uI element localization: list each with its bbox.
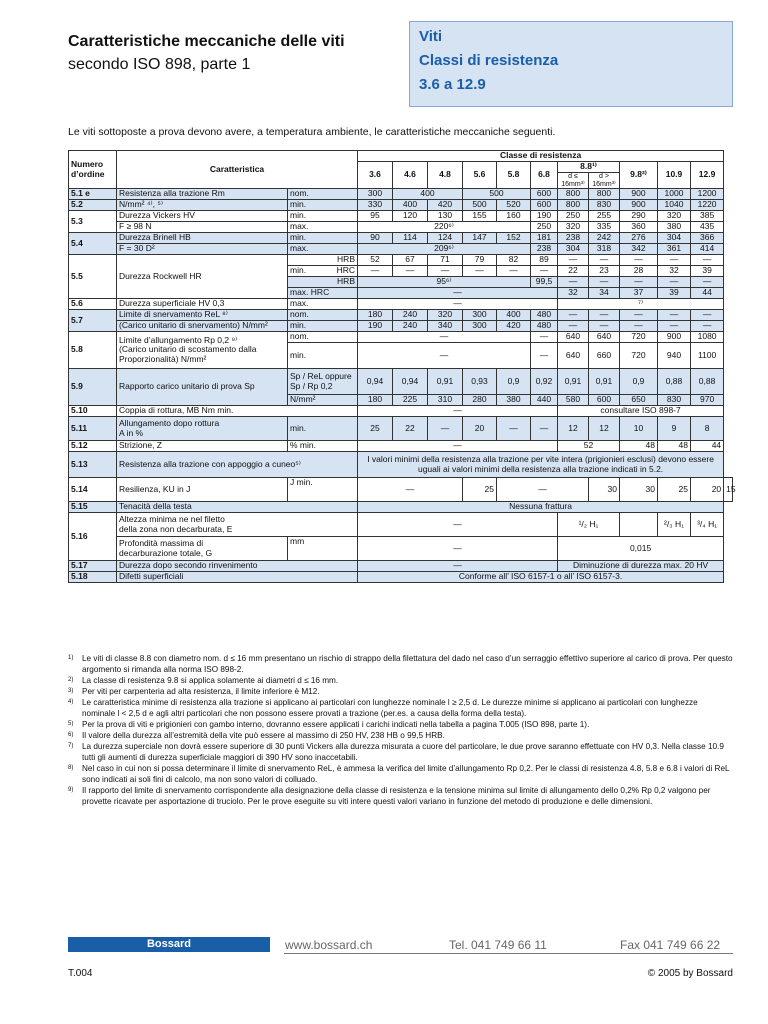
row-unit: nom.	[288, 332, 358, 343]
table-cell: 400	[497, 310, 531, 321]
table-cell: 32	[658, 266, 691, 277]
row-characteristic: Allungamento dopo rottura A in %	[117, 417, 288, 441]
footnote: 3) Per viti per carpenteria ad alta resistenza, il limite inferiore è M12.	[68, 687, 320, 696]
row-number: 5.9	[69, 369, 117, 406]
row-number: 5.12	[69, 441, 117, 452]
row-unit: min.	[288, 211, 358, 222]
table-cell: —	[691, 255, 724, 266]
table-cell: 22	[393, 417, 428, 441]
row-unit: max.	[288, 299, 358, 310]
table-cell: 366	[691, 233, 724, 244]
row-number: 5.7	[69, 310, 117, 332]
table-cell: 310	[428, 395, 463, 406]
row-number: 5.11	[69, 417, 117, 441]
row-characteristic: Resilienza, KU in J	[117, 478, 288, 502]
table-cell: —	[358, 266, 393, 277]
row-unit: N/mm²	[288, 395, 358, 406]
row-unit: HRB	[288, 255, 358, 266]
table-cell: 970	[691, 395, 724, 406]
row-characteristic: Durezza dopo secondo rinvenimento	[117, 561, 358, 572]
class-cell: 9.8²⁾	[620, 162, 658, 189]
table-cell: 190	[531, 211, 558, 222]
table-cell: 304	[658, 233, 691, 244]
row-number: 5.1 e	[69, 189, 117, 200]
table-cell: 290	[620, 211, 658, 222]
table-cell: 152	[497, 233, 531, 244]
table-cell: ¹/₂ H₁	[558, 513, 620, 537]
table-cell: 238	[558, 233, 589, 244]
table-cell: 900	[620, 200, 658, 211]
table-cell: 940	[658, 343, 691, 369]
category-line-3: 3.6 a 12.9	[419, 76, 486, 93]
table-cell: 180	[358, 395, 393, 406]
table-cell: 20	[463, 417, 497, 441]
row-number: 5.13	[69, 452, 117, 478]
header-number: Numero d’ordine	[69, 151, 117, 189]
table-cell: —	[358, 537, 558, 561]
footnotes	[68, 653, 733, 807]
table-cell: —	[658, 255, 691, 266]
table-cell: 0,91	[558, 369, 589, 395]
table-cell: —	[497, 417, 531, 441]
table-cell: 600	[589, 395, 620, 406]
row-number: 5.5	[69, 255, 117, 299]
row-unit: min.	[288, 321, 358, 332]
class-cell: 6.8	[531, 162, 558, 189]
row-unit: HRB	[288, 277, 358, 288]
table-cell: 342	[620, 244, 658, 255]
class-cell: 4.8	[428, 162, 463, 189]
table-cell: 1100	[691, 343, 724, 369]
class-cell: 4.6	[393, 162, 428, 189]
table-cell: 238	[531, 244, 558, 255]
header-class: Classe di resistenza	[358, 151, 724, 162]
footnote: 2) La classe di resistenza 9.8 si applica solamente ai diametri d ≤ 16 mm.	[68, 676, 339, 685]
table-cell: 360	[620, 222, 658, 233]
row-unit: min. HRC	[288, 266, 358, 277]
table-cell: —	[463, 266, 497, 277]
table-cell: 114	[393, 233, 428, 244]
row-unit: J min.	[288, 478, 358, 502]
table-cell: 600	[531, 200, 558, 211]
table-cell: 480	[531, 310, 558, 321]
table-cell: 480	[531, 321, 558, 332]
row-number: 5.4	[69, 233, 117, 255]
table-cell: 0,91	[589, 369, 620, 395]
row-unit: max. HRC	[288, 288, 358, 299]
footnote: 5) Per la prova di viti e prigionieri con gambo interno, dovranno essere applicati i carichi indicati nella tabella a pagina T.005 (ISO 898, parte 1).	[68, 720, 590, 729]
table-cell: —	[589, 321, 620, 332]
row-characteristic: Rapporto carico unitario di prova Sp	[117, 369, 288, 406]
table-cell: —	[358, 332, 531, 343]
page-subtitle: secondo ISO 898, parte 1	[68, 56, 251, 73]
table-cell: —	[358, 478, 463, 502]
table-cell: 600	[531, 189, 558, 200]
table-cell: 720	[620, 332, 658, 343]
table-cell: 71	[428, 255, 463, 266]
table-cell: 318	[589, 244, 620, 255]
table-cell: 48	[620, 441, 658, 452]
table-cell: 0,015	[558, 537, 724, 561]
category-box	[409, 21, 733, 107]
intro-text: Le viti sottoposte a prova devono avere, a temperatura ambiente, le caratteristiche meccaniche seguenti.	[68, 126, 556, 138]
table-cell: ²/₃ H₁	[658, 513, 691, 537]
row-unit: Sp / ReL oppure Sp / Rp 0,2	[288, 369, 358, 395]
row-characteristic: Resistenza alla trazione Rm	[117, 189, 288, 200]
table-cell: 440	[531, 395, 558, 406]
row-unit: min.	[288, 417, 358, 441]
table-cell: —	[358, 343, 531, 369]
table-cell: 44	[691, 441, 724, 452]
footer-divider	[284, 953, 733, 954]
brand-logo: Bossard	[68, 937, 270, 952]
table-cell: 25	[463, 478, 497, 502]
row-unit: nom.	[288, 189, 358, 200]
table-cell: consultare ISO 898-7	[558, 406, 724, 417]
table-cell: —	[691, 277, 724, 288]
table-cell: —	[358, 288, 558, 299]
table-cell: 32	[558, 288, 589, 299]
table-cell: 304	[558, 244, 589, 255]
table-cell: 300	[463, 310, 497, 321]
table-cell: —	[620, 255, 658, 266]
table-cell: 10	[620, 417, 658, 441]
table-cell: 79	[463, 255, 497, 266]
footer-website-link[interactable]: www.bossard.ch	[285, 938, 373, 952]
class-cell: 5.8	[497, 162, 531, 189]
table-cell: 800	[589, 189, 620, 200]
row-unit: % min.	[288, 441, 358, 452]
table-cell: 320	[658, 211, 691, 222]
row-characteristic: F = 30 D²	[117, 244, 288, 255]
table-cell: 90	[358, 233, 393, 244]
table-cell: 280	[463, 395, 497, 406]
table-cell: 380	[497, 395, 531, 406]
table-cell: 95⁶⁾	[358, 277, 531, 288]
table-cell: 12	[558, 417, 589, 441]
table-cell: —	[620, 321, 658, 332]
table-cell: 1200	[691, 189, 724, 200]
table-cell: 89	[531, 255, 558, 266]
table-cell: 361	[658, 244, 691, 255]
table-cell: 400	[393, 200, 428, 211]
table-cell: 180	[358, 310, 393, 321]
table-cell: —	[658, 321, 691, 332]
table-cell: —	[531, 417, 558, 441]
table-cell: 580	[558, 395, 589, 406]
table-cell: —	[589, 277, 620, 288]
row-unit: nom.	[288, 310, 358, 321]
table-cell: 900	[620, 189, 658, 200]
table-cell: 209⁶⁾	[358, 244, 531, 255]
table-cell: 25	[358, 417, 393, 441]
table-cell: 0,94	[358, 369, 393, 395]
footnote: 9) Il rapporto del limite di snervamento corrispondente alla designazione della classe di resistenza e la tensione minima sul limite di allungamento dello 0,2% Rp 0,2 valgono per provette ricavate per asportazione di truciolo. Per le prove eseguite su viti intere questi valori variano in funzione del metodo di produzione e delle dimensioni.	[68, 786, 711, 806]
row-characteristic: Profondità massima di decarburazione totale, G	[117, 537, 288, 561]
footnote: 4) Le caratteristica minime di resistenza alla trazione si applicano ai particolari con lunghezze nominale l ≥ 2,5 d. Le durezze minime si applicano ai particolari con lunghezze nominale l < 2,5 d e agli altri particolari che non possono essere provati a trazione (per.es. a causa della forma della testa).	[68, 698, 698, 718]
row-number: 5.8	[69, 332, 117, 369]
table-cell: 0,9	[620, 369, 658, 395]
class-sub-cell: d > 16mm³⁾	[589, 173, 620, 189]
table-cell: —	[691, 321, 724, 332]
table-cell: —	[428, 417, 463, 441]
row-number: 5.15	[69, 502, 117, 513]
table-cell: —	[620, 277, 658, 288]
footnote: 1) Le viti di classe 8.8 con diametro nom. d ≤ 16 mm presentano un rischio di strappo della filettatura del dado nel caso d’un serraggio effettivo superiore al carico di prova. Per questo argomento si rimanda alla norma ISO 898-2.	[68, 654, 733, 674]
table-cell: 160	[497, 211, 531, 222]
row-characteristic: Resistenza alla trazione con appoggio a cuneo⁵⁾	[117, 452, 358, 478]
table-cell: —	[531, 266, 558, 277]
table-cell: —	[558, 277, 589, 288]
table-cell: —	[428, 266, 463, 277]
table-cell: 37	[620, 288, 658, 299]
table-cell: 520	[497, 200, 531, 211]
table-cell: —	[393, 266, 428, 277]
table-cell: —	[558, 310, 589, 321]
table-cell: 15	[724, 478, 733, 502]
footer-fax: Fax 041 749 66 22	[620, 938, 721, 952]
table-cell: 420	[428, 200, 463, 211]
table-cell: —	[620, 310, 658, 321]
table-cell: 640	[558, 332, 589, 343]
table-cell: 155	[463, 211, 497, 222]
table-cell: 1000	[658, 189, 691, 200]
table-cell: 250	[531, 222, 558, 233]
table-cell: 0,88	[691, 369, 724, 395]
table-cell: 147	[463, 233, 497, 244]
row-number: 5.16	[69, 513, 117, 561]
table-cell: 640	[589, 332, 620, 343]
header-characteristic: Caratteristica	[117, 151, 358, 189]
page-number: T.004	[68, 968, 93, 979]
table-cell: 95	[358, 211, 393, 222]
table-cell: 650	[620, 395, 658, 406]
row-characteristic: F ≥ 98 N	[117, 222, 288, 233]
table-cell: 8	[691, 417, 724, 441]
table-cell: 0,94	[393, 369, 428, 395]
table-cell: 44	[691, 288, 724, 299]
table-cell: 435	[691, 222, 724, 233]
row-number: 5.6	[69, 299, 117, 310]
table-cell: 720	[620, 343, 658, 369]
table-cell: —	[558, 255, 589, 266]
table-cell: 380	[658, 222, 691, 233]
class-cell: 8.8¹⁾	[558, 162, 620, 173]
table-cell: 225	[393, 395, 428, 406]
table-cell: 240	[393, 310, 428, 321]
table-cell: 0,92	[531, 369, 558, 395]
table-cell: 30	[620, 478, 658, 502]
table-cell: —	[497, 478, 589, 502]
table-cell: 39	[691, 266, 724, 277]
page-title: Caratteristiche meccaniche delle viti	[68, 33, 345, 50]
footnote: 8) Nel caso in cui non si possa determinare il limite di snervamento ReL, è ammesa la verifica del limite d’allungamento Rp 0,2. Per le classi di resistenza 4.8, 5.8 e 6.8 i valori di ReL sono indicati ai soli fini di calcolo, ma non sono valori di colluado.	[68, 764, 730, 784]
table-cell: —	[589, 255, 620, 266]
copyright: © 2005 by Bossard	[647, 968, 733, 979]
table-cell: I valori minimi della resistenza alla trazione per vite intera (prigionieri esclusi) devono essere uguali ai valori minimi della resistenza alla trazione indicati in 5.2.	[358, 452, 724, 478]
table-cell: 52	[358, 255, 393, 266]
table-cell: 67	[393, 255, 428, 266]
table-cell: —	[531, 332, 558, 343]
table-cell: 25	[658, 478, 691, 502]
class-cell: 5.6	[463, 162, 497, 189]
table-cell: 420	[497, 321, 531, 332]
class-cell: 12.9	[691, 162, 724, 189]
table-cell: Diminuzione di durezza max. 20 HV	[558, 561, 724, 572]
table-cell: —	[691, 310, 724, 321]
row-characteristic: Durezza superficiale HV 0,3	[117, 299, 288, 310]
table-cell: 1220	[691, 200, 724, 211]
row-characteristic: Altezza minima ne nel filetto della zona non decarburata, E	[117, 513, 358, 537]
table-cell: 335	[589, 222, 620, 233]
category-line-2: Classi di resistenza	[419, 52, 559, 69]
table-cell: 0,93	[463, 369, 497, 395]
table-cell: 12	[589, 417, 620, 441]
table-cell	[620, 513, 658, 537]
table-cell: 385	[691, 211, 724, 222]
row-characteristic: Durezza Brinell HB	[117, 233, 288, 244]
table-cell: 120	[393, 211, 428, 222]
table-cell: 130	[428, 211, 463, 222]
footnote: 7) La durezza superciale non dovrà essere superiore di 30 punti Vickers alla durezza misurata a cuore del particolare, le due prove saranno effettuate con HV 0,3. Nella classe 10.9 tutti gli aumenti di durezza superficiale maggiori di 390 HV sono inaccetabili.	[68, 742, 724, 762]
class-cell: 10.9	[658, 162, 691, 189]
table-cell: 1080	[691, 332, 724, 343]
row-number: 5.10	[69, 406, 117, 417]
table-cell: 9	[658, 417, 691, 441]
class-sub-cell: d ≤ 16mm³⁾	[558, 173, 589, 189]
row-characteristic: Coppia di rottura, MB Nm min.	[117, 406, 358, 417]
table-cell: 52	[558, 441, 620, 452]
row-characteristic: Tenacità della testa	[117, 502, 358, 513]
table-cell: 190	[358, 321, 393, 332]
table-cell: 340	[428, 321, 463, 332]
table-cell: 276	[620, 233, 658, 244]
row-characteristic: Limite d’allungamento Rp 0,2 ⁹⁾ (Carico unitario di scostamento dalla Proporzionalità) N/mm²	[117, 332, 288, 369]
table-cell: 220⁶⁾	[358, 222, 531, 233]
table-cell: —	[558, 321, 589, 332]
class-cell: 3.6	[358, 162, 393, 189]
table-cell: —	[497, 266, 531, 277]
table-cell: 99,5	[531, 277, 558, 288]
row-unit: max.	[288, 244, 358, 255]
row-characteristic: Strizione, Z	[117, 441, 288, 452]
table-cell: 28	[620, 266, 658, 277]
table-cell: 23	[589, 266, 620, 277]
category-line-1: Viti	[419, 28, 443, 45]
table-cell: 800	[558, 189, 589, 200]
row-characteristic: Limite di snervamento ReL ⁸⁾	[117, 310, 288, 321]
table-cell: 0,91	[428, 369, 463, 395]
table-cell: 30	[589, 478, 620, 502]
row-unit: min.	[288, 200, 358, 211]
table-cell: 414	[691, 244, 724, 255]
table-cell: 250	[558, 211, 589, 222]
footnote: 6) Il valore della durezza all’estremità della vite può essere al massimo di 250 HV, 238 HB o 99,5 HRB.	[68, 731, 445, 740]
table-cell: 500	[463, 189, 531, 200]
row-number: 5.17	[69, 561, 117, 572]
table-cell: 20	[691, 478, 724, 502]
table-cell: 300	[463, 321, 497, 332]
row-number: 5.14	[69, 478, 117, 502]
table-cell: 1040	[658, 200, 691, 211]
footer-phone: Tel. 041 749 66 11	[449, 938, 547, 952]
table-cell: 800	[558, 200, 589, 211]
table-cell: 400	[393, 189, 463, 200]
row-number: 5.3	[69, 211, 117, 233]
table-cell: 830	[589, 200, 620, 211]
table-cell: 500	[463, 200, 497, 211]
row-unit: max.	[288, 222, 358, 233]
table-cell: 82	[497, 255, 531, 266]
table-cell: —	[658, 277, 691, 288]
table-cell: 22	[558, 266, 589, 277]
table-cell: 39	[658, 288, 691, 299]
table-cell: ⁷⁾	[558, 299, 724, 310]
table-cell: Nessuna frattura	[358, 502, 724, 513]
table-cell: 124	[428, 233, 463, 244]
table-cell: —	[358, 406, 558, 417]
row-characteristic: Durezza Rockwell HR	[117, 255, 288, 299]
table-cell: 320	[428, 310, 463, 321]
table-cell: 181	[531, 233, 558, 244]
row-unit: min.	[288, 233, 358, 244]
table-cell: 660	[589, 343, 620, 369]
row-characteristic: N/mm² ⁴⁾, ⁵⁾	[117, 200, 288, 211]
table-cell: 900	[658, 332, 691, 343]
table-cell: —	[531, 343, 558, 369]
table-cell: 240	[393, 321, 428, 332]
table-cell: 242	[589, 233, 620, 244]
row-number: 5.18	[69, 572, 117, 583]
row-unit: mm	[288, 537, 358, 561]
row-characteristic: Difetti superficiali	[117, 572, 358, 583]
row-number: 5.2	[69, 200, 117, 211]
table-cell: Conforme all’ ISO 6157-1 o all’ ISO 6157-3.	[358, 572, 724, 583]
table-cell: 320	[558, 222, 589, 233]
table-cell: —	[658, 310, 691, 321]
table-cell: —	[589, 310, 620, 321]
table-cell: 48	[658, 441, 691, 452]
table-cell: —	[358, 441, 558, 452]
table-cell: 255	[589, 211, 620, 222]
table-cell: ³/₄ H₁	[691, 513, 724, 537]
mechanical-properties-table	[68, 150, 736, 583]
row-characteristic: Durezza Vickers HV	[117, 211, 288, 222]
table-cell: —	[358, 513, 558, 537]
table-cell: 300	[358, 189, 393, 200]
row-unit: min.	[288, 343, 358, 369]
table-cell: 830	[658, 395, 691, 406]
table-cell: 330	[358, 200, 393, 211]
table-cell: —	[358, 561, 558, 572]
table-cell: 640	[558, 343, 589, 369]
table-cell: 0,9	[497, 369, 531, 395]
table-cell: —	[358, 299, 558, 310]
table-cell: 34	[589, 288, 620, 299]
row-characteristic: (Carico unitario di snervamento) N/mm²	[117, 321, 288, 332]
table-cell: 0,88	[658, 369, 691, 395]
